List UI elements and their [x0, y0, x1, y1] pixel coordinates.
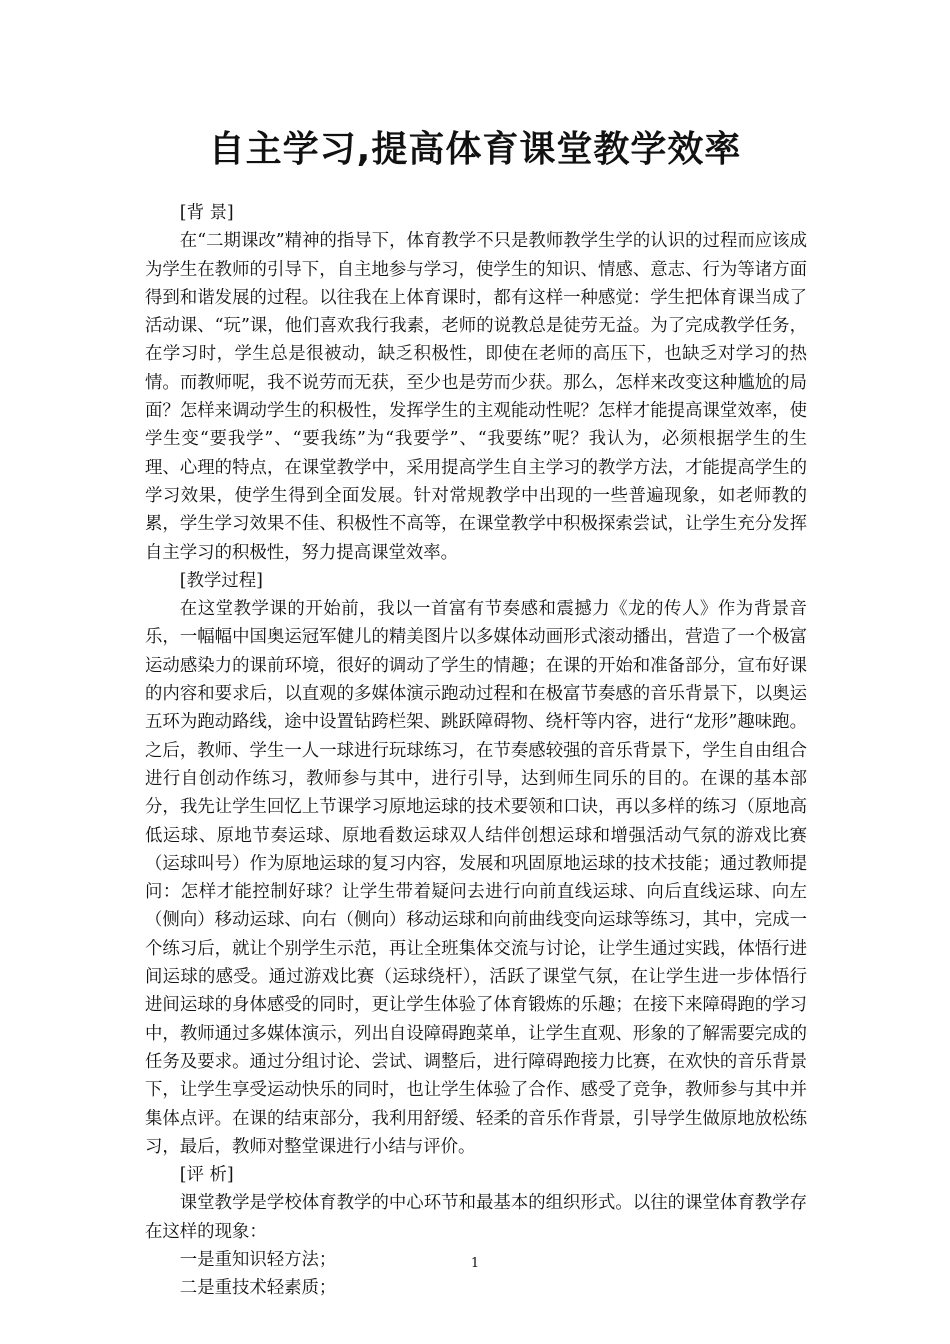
- page-number: 1: [470, 1256, 480, 1271]
- paragraph-analysis-intro: 课堂教学是学校体育教学的中心环节和最基本的组织形式。以往的课堂体育教学存在这样的现象：: [145, 1193, 807, 1242]
- section-heading-teaching-process: [教学过程]: [179, 570, 263, 591]
- section-heading-analysis: [评 析]: [179, 1165, 234, 1186]
- paragraph-analysis-point-2: 二是重技术轻素质；: [179, 1278, 337, 1299]
- document-body: [145, 199, 807, 1303]
- section-heading-background: [背 景]: [179, 203, 234, 223]
- paragraph-analysis-point-1: 一是重知识轻方法；: [179, 1249, 337, 1270]
- paragraph-teaching-process: 在这堂教学课的开始前，我以一首富有节奏感和震撼力《龙的传人》作为背景音乐，一幅幅中国奥运冠军健儿的精美图片以多媒体动画形式滚动播出，营造了一个极富运动感染力的课前环境，很好的调动了学生的情趣；在课的开始和准备部分，宣布好课的内容和要求后，以直观的多媒体演示跑动过程和在极富节奏感的音乐背景下，以奥运五环为跑动路线，途中设置钻跨栏架、跳跃障碍物、绕杆等内容，进行“龙形”趣味跑。之后，教师、学生一人一球进行玩球练习，在节奏感较强的音乐背景下，学生自由组合进行自创动作练习，教师参与其中，进行引导，达到师生同乐的目的。在课的基本部分，我先让学生回忆上节课学习原地运球的技术要领和口诀，再以多样的练习（原地高低运球、原地节奏运球、原地看数运球双人结伴创想运球和增强活动气氛的游戏比赛（运球叫号）作为原地运球的复习内容，发展和巩固原地运球的技术技能；通过教师提问：怎样才能控制好球？让学生带着疑问去进行向前直线运球、向后直线运球、向左（侧向）移动运球、向右（侧向）移动运球和向前曲线变向运球等练习，其中，完成一个练习后，就让个别学生示范，再让全班集体交流与讨论，让学生通过实践，体悟行进间运球的感受。通过游戏比赛（运球绕杆），活跃了课堂气氛，在让学生进一步体悟行进间运球的身体感受的同时，更让学生体验了体育锻炼的乐趣；在接下来障碍跑的学习中，教师通过多媒体演示，列出自设障碍跑菜单，让学生直观、形象的了解需要完成的任务及要求。通过分组讨论、尝试、调整后，进行障碍跑接力比赛，在欢快的音乐背景下，让学生享受运动快乐的同时，也让学生体验了合作、感受了竞争，教师参与其中并集体点评。在课的结束部分，我利用舒缓、轻柔的音乐作背景，引导学生做原地放松练习，最后，教师对整堂课进行小结与评价。: [145, 599, 807, 1157]
- document-title: 自主学习,提高体育课堂教学效率: [208, 129, 742, 170]
- paragraph-background: 在“二期课改”精神的指导下，体育教学不只是教师教学生学的认识的过程而应该成为学生在教师的引导下，自主地参与学习，使学生的知识、情感、意志、行为等诸方面得到和谐发展的过程。以往我在上体育课时，都有这样一种感觉：学生把体育课当成了活动课、“玩”课，他们喜欢我行我素，老师的说教总是徒劳无益。为了完成教学任务，在学习时，学生总是很被动，缺乏积极性，即使在老师的高压下，也缺乏对学习的热情。而教师呢，我不说劳而无获，至少也是劳而少获。那么，怎样来改变这种尴尬的局面？怎样来调动学生的积极性，发挥学生的主观能动性呢？怎样才能提高课堂效率，使学生变“要我学”、“要我练”为“我要学”、“我要练”呢？我认为，必须根据学生的生理、心理的特点，在课堂教学中，采用提高学生自主学习的教学方法，才能提高学生的学习效果，使学生得到全面发展。针对常规教学中出现的一些普遍现象，如老师教的累，学生学习效果不佳、积极性不高等，在课堂教学中积极探索尝试，让学生充分发挥自主学习的积极性，努力提高课堂效率。: [145, 231, 807, 563]
